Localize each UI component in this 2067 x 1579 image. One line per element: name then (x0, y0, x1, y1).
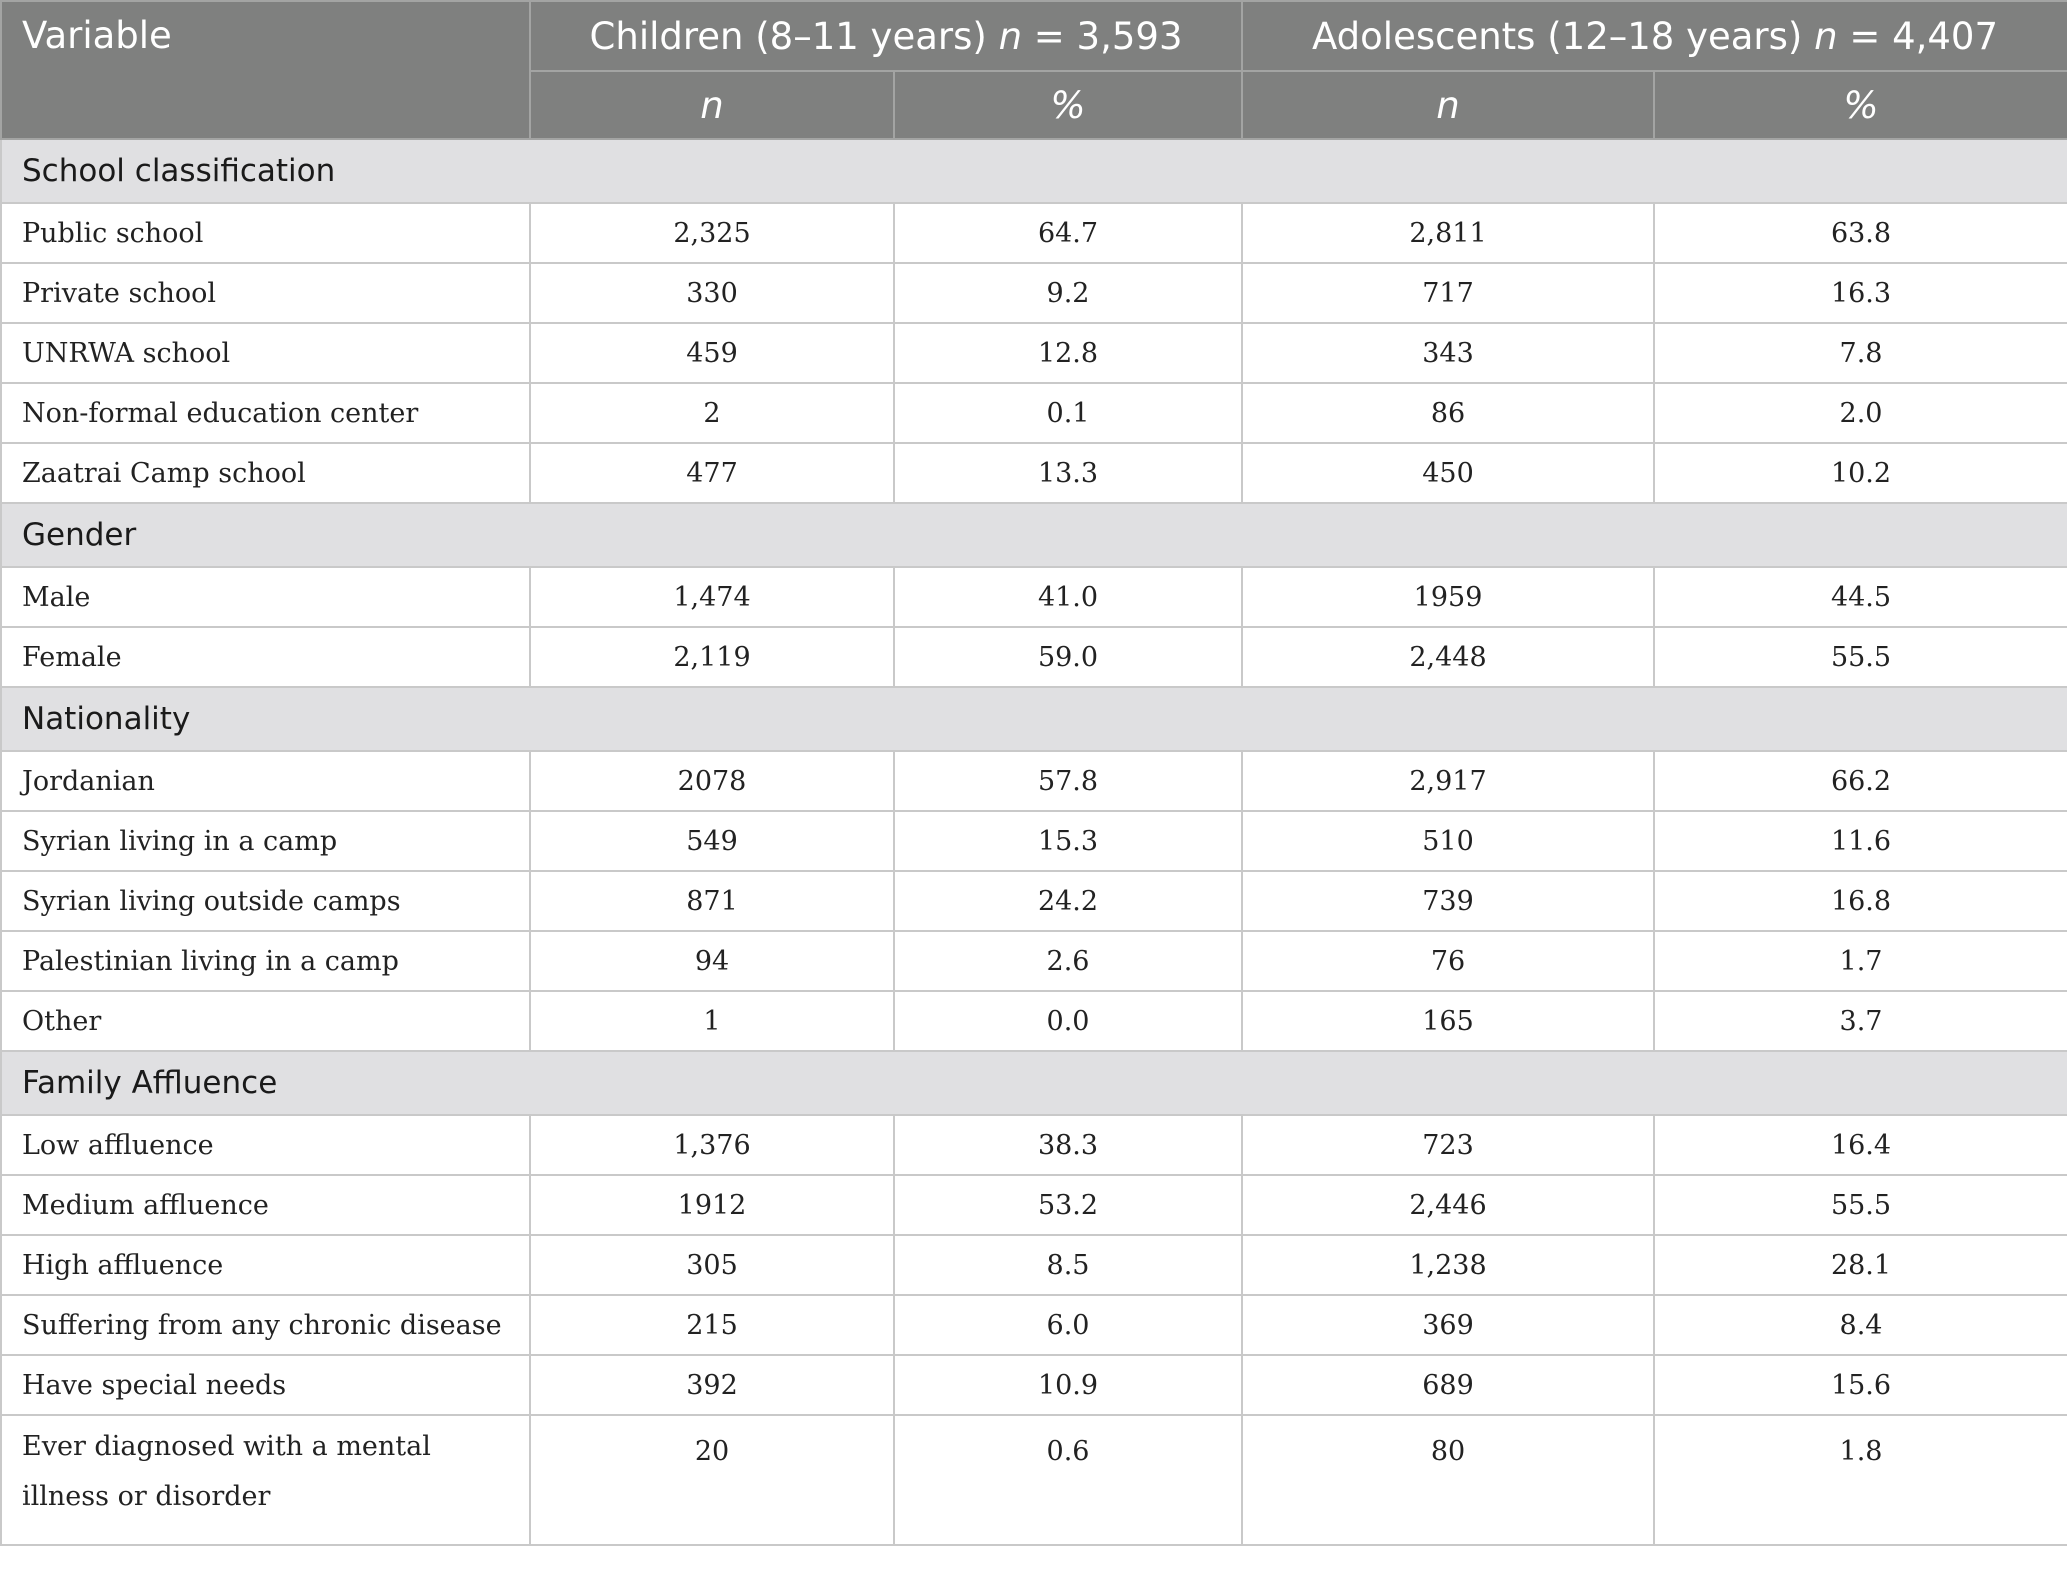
row-label: Non-formal education center (1, 383, 530, 443)
adolescents-n-cell: 86 (1242, 383, 1654, 443)
adolescents-pct-cell: 2.0 (1654, 383, 2067, 443)
adolescents-n-cell: 739 (1242, 871, 1654, 931)
children-pct-cell: 41.0 (894, 567, 1242, 627)
table-row (1, 1115, 2067, 1175)
adolescents-n-cell: 510 (1242, 811, 1654, 871)
children-n-cell: 215 (530, 1295, 894, 1355)
adolescents-n-cell: 723 (1242, 1115, 1654, 1175)
row-label: Medium affluence (1, 1175, 530, 1235)
children-group-header (530, 1, 1242, 71)
table-row (1, 1355, 2067, 1415)
adolescents-pct-cell: 55.5 (1654, 627, 2067, 687)
row-label: Jordanian (1, 751, 530, 811)
table-row (1, 443, 2067, 503)
adolescents-n-symbol: n (1814, 14, 1838, 58)
children-n-cell: 2078 (530, 751, 894, 811)
children-pct-cell: 9.2 (894, 263, 1242, 323)
adolescents-n-value: = 4,407 (1837, 14, 1999, 58)
children-n-cell: 1,474 (530, 567, 894, 627)
children-n-cell: 549 (530, 811, 894, 871)
adolescents-n-cell: 2,446 (1242, 1175, 1654, 1235)
variable-header: Variable (1, 1, 530, 139)
children-n-cell: 1 (530, 991, 894, 1051)
table-row (1, 567, 2067, 627)
children-n-cell: 2,325 (530, 203, 894, 263)
children-n-cell: 20 (530, 1415, 894, 1545)
row-label: Suffering from any chronic disease (1, 1295, 530, 1355)
section-title: Gender (1, 503, 2067, 567)
adolescents-n-cell: 76 (1242, 931, 1654, 991)
children-pct-cell: 53.2 (894, 1175, 1242, 1235)
adolescents-pct-cell: 16.8 (1654, 871, 2067, 931)
adolescents-n-cell: 2,448 (1242, 627, 1654, 687)
adolescents-pct-cell: 10.2 (1654, 443, 2067, 503)
adolescents-n-cell: 2,811 (1242, 203, 1654, 263)
children-n-cell: 2,119 (530, 627, 894, 687)
adolescents-pct-cell: 16.3 (1654, 263, 2067, 323)
table-row (1, 1295, 2067, 1355)
row-label: Public school (1, 203, 530, 263)
section-title: School classification (1, 139, 2067, 203)
adolescents-label: Adolescents (12–18 years) (1312, 14, 1815, 58)
adolescents-pct-cell: 11.6 (1654, 811, 2067, 871)
row-label: Syrian living outside camps (1, 871, 530, 931)
children-pct-cell: 13.3 (894, 443, 1242, 503)
adolescents-pct-cell: 1.8 (1654, 1415, 2067, 1545)
children-n-cell: 871 (530, 871, 894, 931)
adolescents-pct-cell: 55.5 (1654, 1175, 2067, 1235)
adolescents-pct-cell: 1.7 (1654, 931, 2067, 991)
adolescents-group-header (1242, 1, 2067, 71)
adolescents-n-cell: 689 (1242, 1355, 1654, 1415)
adolescents-pct-cell: 7.8 (1654, 323, 2067, 383)
children-pct-cell: 38.3 (894, 1115, 1242, 1175)
children-pct-cell: 10.9 (894, 1355, 1242, 1415)
children-n-header: n (530, 71, 894, 139)
row-label: Male (1, 567, 530, 627)
children-n-cell: 392 (530, 1355, 894, 1415)
table-row (1, 751, 2067, 811)
children-pct-cell: 64.7 (894, 203, 1242, 263)
adolescents-n-cell: 80 (1242, 1415, 1654, 1545)
children-pct-cell: 12.8 (894, 323, 1242, 383)
children-n-cell: 2 (530, 383, 894, 443)
children-n-cell: 459 (530, 323, 894, 383)
adolescents-n-header: n (1242, 71, 1654, 139)
adolescents-pct-cell: 16.4 (1654, 1115, 2067, 1175)
section-row-gender (1, 503, 2067, 567)
table-row (1, 811, 2067, 871)
row-label: Ever diagnosed with a mental illness or disorder (1, 1415, 530, 1545)
header-row-groups (1, 1, 2067, 71)
adolescents-n-cell: 717 (1242, 263, 1654, 323)
children-pct-header: % (894, 71, 1242, 139)
adolescents-pct-cell: 28.1 (1654, 1235, 2067, 1295)
row-label: Have special needs (1, 1355, 530, 1415)
section-title: Family Affluence (1, 1051, 2067, 1115)
children-label: Children (8–11 years) (589, 14, 999, 58)
table-row (1, 1235, 2067, 1295)
children-n-cell: 477 (530, 443, 894, 503)
adolescents-pct-cell: 3.7 (1654, 991, 2067, 1051)
row-label: Female (1, 627, 530, 687)
adolescents-pct-cell: 15.6 (1654, 1355, 2067, 1415)
table-row (1, 991, 2067, 1051)
adolescents-n-cell: 1959 (1242, 567, 1654, 627)
table-row (1, 627, 2067, 687)
children-pct-cell: 57.8 (894, 751, 1242, 811)
children-pct-cell: 24.2 (894, 871, 1242, 931)
section-row-family-affluence (1, 1051, 2067, 1115)
adolescents-n-cell: 165 (1242, 991, 1654, 1051)
children-n-cell: 1,376 (530, 1115, 894, 1175)
row-label: Palestinian living in a camp (1, 931, 530, 991)
row-label: Other (1, 991, 530, 1051)
table-row (1, 203, 2067, 263)
section-row-school-classification (1, 139, 2067, 203)
adolescents-n-cell: 450 (1242, 443, 1654, 503)
adolescents-pct-cell: 44.5 (1654, 567, 2067, 627)
table-row (1, 323, 2067, 383)
adolescents-n-cell: 369 (1242, 1295, 1654, 1355)
adolescents-n-cell: 2,917 (1242, 751, 1654, 811)
children-n-symbol: n (998, 14, 1023, 58)
table-row (1, 1175, 2067, 1235)
children-pct-cell: 2.6 (894, 931, 1242, 991)
section-title: Nationality (1, 687, 2067, 751)
row-label: Private school (1, 263, 530, 323)
table-row (1, 871, 2067, 931)
table-row (1, 383, 2067, 443)
children-n-cell: 94 (530, 931, 894, 991)
adolescents-pct-cell: 63.8 (1654, 203, 2067, 263)
adolescents-n-cell: 343 (1242, 323, 1654, 383)
row-label: Zaatrai Camp school (1, 443, 530, 503)
children-pct-cell: 6.0 (894, 1295, 1242, 1355)
children-n-cell: 305 (530, 1235, 894, 1295)
row-label: Syrian living in a camp (1, 811, 530, 871)
adolescents-pct-cell: 8.4 (1654, 1295, 2067, 1355)
adolescents-pct-cell: 66.2 (1654, 751, 2067, 811)
children-pct-cell: 0.6 (894, 1415, 1242, 1545)
children-pct-cell: 0.0 (894, 991, 1242, 1051)
adolescents-pct-header: % (1654, 71, 2067, 139)
adolescents-n-cell: 1,238 (1242, 1235, 1654, 1295)
table-row (1, 1415, 2067, 1545)
table-row (1, 263, 2067, 323)
children-n-cell: 1912 (530, 1175, 894, 1235)
row-label: High affluence (1, 1235, 530, 1295)
table-row (1, 931, 2067, 991)
children-n-cell: 330 (530, 263, 894, 323)
section-row-nationality (1, 687, 2067, 751)
row-label: UNRWA school (1, 323, 530, 383)
children-pct-cell: 59.0 (894, 627, 1242, 687)
children-n-value: = 3,593 (1022, 14, 1183, 58)
children-pct-cell: 8.5 (894, 1235, 1242, 1295)
row-label: Low affluence (1, 1115, 530, 1175)
children-pct-cell: 0.1 (894, 383, 1242, 443)
children-pct-cell: 15.3 (894, 811, 1242, 871)
